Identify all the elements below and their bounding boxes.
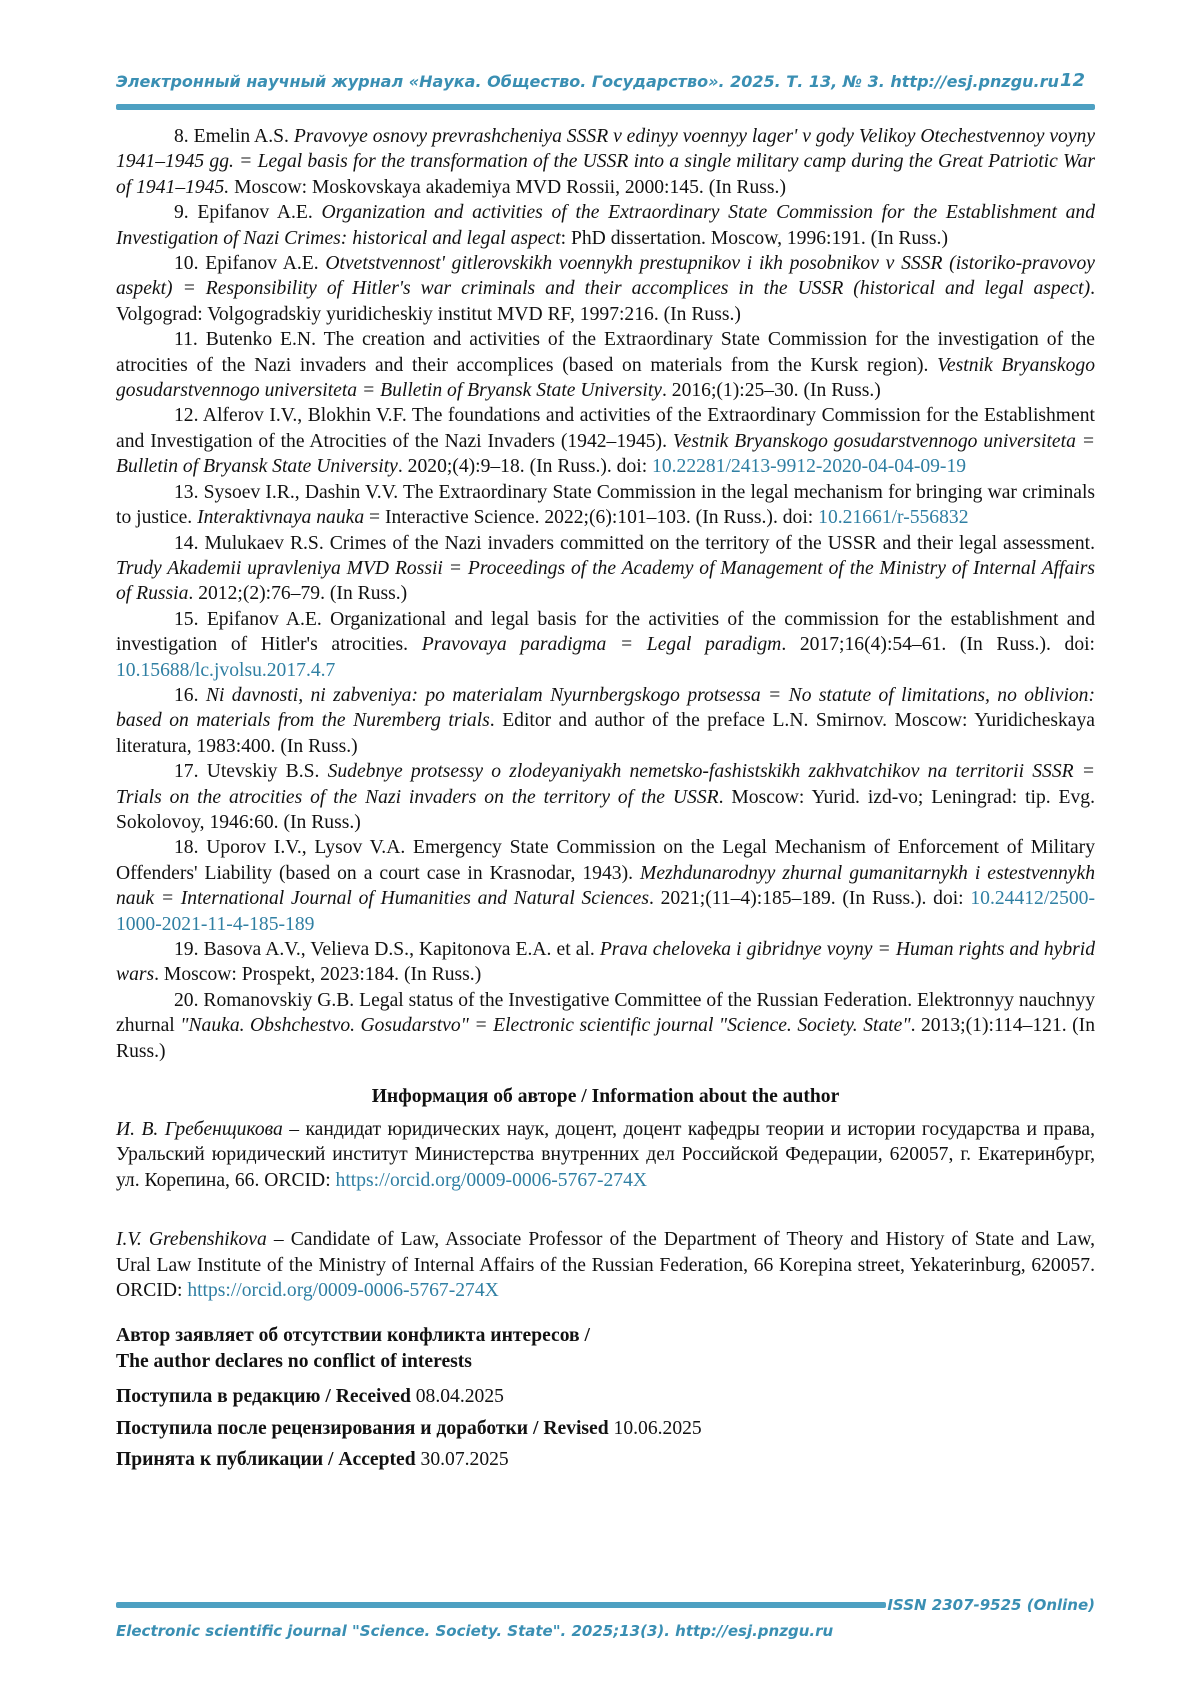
author-info-en <box>116 1227 1095 1303</box>
reference-title: Organization and activities of the Extraordinary State Commission for the Establishment and Investigation of Nazi Crimes: historical and legal aspect <box>116 202 1096 249</box>
reference-authors: Epifanov A.E. <box>197 202 322 224</box>
reference-authors: Butenko E.N. The creation and activities of the Extraordinary State Commission for the investigation of the atrocities of the Nazi invaders and their accomplices (based on materials from the Kursk region). <box>116 329 1095 376</box>
reference-item <box>116 988 1095 1064</box>
reference-number: 20. <box>174 989 204 1011</box>
reference-item <box>116 759 1095 835</box>
reference-number: 11. <box>174 329 206 351</box>
reference-authors: Mulukaev R.S. Crimes of the Nazi invaders committed on the territory of the USSR and their legal assessment. <box>204 532 1096 554</box>
reference-number: 10. <box>174 253 206 275</box>
reference-title: Sudebnye protsessy o zlodeyaniyakh nemetsko-fashistskikh zakhvatchikov na territorii SSSR = Trials on the atrocities of the Nazi invaders on the territory of the USSR <box>116 761 1096 808</box>
date-value: 30.07.2025 <box>415 1449 509 1471</box>
reference-number: 12. <box>174 405 203 427</box>
reference-item <box>116 480 1095 531</box>
date-value: 08.04.2025 <box>410 1386 504 1408</box>
doi-link[interactable]: 10.22281/2413-9912-2020-04-04-09-19 <box>652 456 967 478</box>
reference-details: . 2016;(1):25–30. (In Russ.) <box>661 380 881 402</box>
reference-number: 9. <box>174 202 198 224</box>
reference-title: Interaktivnaya nauka <box>197 507 365 529</box>
reference-details: = Interactive Science. 2022;(6):101–103. (In Russ.). doi: <box>364 507 819 529</box>
page-number: 12 <box>1059 70 1085 91</box>
reference-item <box>116 531 1095 607</box>
page-header <box>116 72 1095 98</box>
date-label: Поступила в редакцию / Received <box>116 1386 411 1408</box>
reference-number: 15. <box>174 608 207 630</box>
reference-authors: Romanovskiy G.B. Legal status of the Investigative Committee of the Russian Federation. Elektronnyy nauchnyy zhurnal <box>116 989 1096 1037</box>
reference-details: . Volgograd: Volgogradskiy yuridicheskiy institut MVD RF, 1997:216. (In Russ.) <box>116 278 1095 325</box>
reference-item <box>116 683 1095 759</box>
conflict-statement <box>116 1323 1095 1374</box>
date-revised <box>116 1416 1095 1441</box>
conflict-line-en: The author declares no conflict of interests <box>116 1350 472 1372</box>
reference-title: Mezhdunarodnyy zhurnal gumanitarnykh i estestvennykh nauk = International Journal of Humanities and Natural Sciences <box>116 862 1095 910</box>
reference-details: . Moscow: Prospekt, 2023:184. (In Russ.) <box>154 964 482 986</box>
reference-title: Trudy Akademii upravleniya MVD Rossii = Proceedings of the Academy of Management of the Ministry of Internal Affairs of Russia <box>116 557 1095 605</box>
reference-authors: Epifanov A.E. Organizational and legal basis for the activities of the commission for the establishment and investigation of Hitler's atrocities. <box>116 608 1096 656</box>
footer-rule <box>116 1602 886 1608</box>
date-value: 10.06.2025 <box>608 1417 702 1439</box>
reference-details: Moscow: Moskovskaya akademiya MVD Rossii, 2000:145. (In Russ.) <box>229 176 786 198</box>
reference-title: "Nauka. Obshchestvo. Gosudarstvo" = Electronic scientific journal "Science. Society. State" <box>180 1015 911 1037</box>
date-received <box>116 1384 1095 1409</box>
reference-details: . 2021;(11–4):185–189. (In Russ.). doi: <box>648 888 971 910</box>
reference-title: Pravovaya paradigma = Legal paradigm <box>421 634 782 656</box>
reference-item <box>116 607 1095 683</box>
reference-number: 8. <box>174 126 194 147</box>
doi-link[interactable]: 10.15688/lc.jvolsu.2017.4.7 <box>116 659 336 681</box>
reference-details: . 2020;(4):9–18. (In Russ.). doi: <box>397 456 653 478</box>
reference-title: Otvetstvennost' gitlerovskikh voennykh prestupnikov i ikh posobnikov v SSSR (istoriko-pravovoy aspekt) = Responsibility of Hitler's war criminals and their accomplices in the USSR (historical and legal aspect) <box>116 253 1096 300</box>
header-rule <box>116 104 1095 110</box>
reference-title: Ni davnosti, ni zabveniya: po materialam Nyurnbergskogo protsessa = No statute of limitations, no oblivion: based on materials from the Nuremberg trials <box>116 684 1096 732</box>
journal-header-text: Электронный научный журнал «Наука. Общество. Государство». 2025. Т. 13, № 3. http://esj.pnzgu.ru <box>116 72 1059 91</box>
reference-authors: Basova A.V., Velieva D.S., Kapitonova E.A. et al. <box>203 939 600 960</box>
reference-title: Prava cheloveka i gibridnye voyny = Human rights and hybrid wars <box>116 939 1096 986</box>
page-content <box>116 124 1095 1479</box>
author-name-en: I.V. Grebenshikova <box>116 1229 267 1251</box>
reference-item <box>116 251 1095 327</box>
reference-details: . 2017;16(4):54–61. (In Russ.). doi: <box>781 634 1095 656</box>
date-label: Поступила после рецензирования и доработки / Revised <box>116 1417 609 1439</box>
author-info-ru <box>116 1117 1095 1193</box>
date-label: Принята к публикации / Accepted <box>116 1449 416 1471</box>
reference-details: . 2013;(1):114–121. (In Russ.) <box>116 1015 1096 1062</box>
reference-item <box>116 835 1095 937</box>
reference-number: 13. <box>174 481 204 503</box>
reference-title: Pravovye osnovy prevrashcheniya SSSR v edinyy voennyy lager' v gody Velikoy Otechestvennoy voyny 1941–1945 gg. = Legal basis for the transformation of the USSR into a single military camp during the Great Patriotic War of 1941–1945. <box>116 126 1096 198</box>
conflict-line-ru: Автор заявляет об отсутствии конфликта интересов / <box>116 1325 590 1347</box>
reference-authors: Epifanov A.E. <box>205 253 326 275</box>
reference-authors: Uporov I.V., Lysov V.A. Emergency State Commission on the Legal Mechanism of Enforcement of Military Offenders' Liability (based on a court case in Krasnodar, 1943). <box>116 837 1095 884</box>
doi-link[interactable]: 10.24412/2500-1000-2021-11-4-185-189 <box>116 888 1096 935</box>
reference-details: : PhD dissertation. Moscow, 1996:191. (In Russ.) <box>560 227 948 249</box>
reference-item <box>116 327 1095 403</box>
issn-label: ISSN 2307-9525 (Online) <box>887 1596 1095 1614</box>
reference-details: . 2012;(2):76–79. (In Russ.) <box>188 583 408 605</box>
reference-authors: Utevskiy B.S. <box>206 761 328 783</box>
reference-number: 14. <box>174 532 205 554</box>
reference-item <box>116 403 1095 479</box>
reference-authors: Alferov I.V., Blokhin V.F. The foundations and activities of the Extraordinary Commission for the Establishment and Investigation of the Atrocities of the Nazi Invaders (1942–1945). <box>116 405 1095 452</box>
doi-link[interactable]: 10.21661/r-556832 <box>818 507 969 529</box>
reference-list <box>116 124 1095 1064</box>
reference-details: . Moscow: Yurid. izd-vo; Leningrad: tip. Evg. Sokolovoy, 1946:60. (In Russ.) <box>116 786 1096 833</box>
author-info-title: Информация об авторе / Information about the author <box>371 1086 840 1108</box>
reference-item <box>116 200 1095 251</box>
reference-authors: Emelin A.S. <box>193 126 294 147</box>
reference-item <box>116 124 1095 200</box>
reference-number: 19. <box>174 939 204 960</box>
reference-title: Vestnik Bryanskogo gosudarstvennogo universiteta = Bulletin of Bryansk State University <box>116 430 1095 478</box>
reference-authors: Sysoev I.R., Dashin V.V. The Extraordinary State Commission in the legal mechanism for bringing war criminals to justice. <box>116 481 1096 529</box>
reference-item <box>116 937 1095 988</box>
author-bio-en: – Candidate of Law, Associate Professor of the Department of Theory and History of State and Law, Ural Law Institute of the Ministry of Internal Affairs of the Russian Federation, 66 Korepina street, Yekaterinburg, 620057. ORCID: <box>116 1229 1095 1302</box>
reference-number: 18. <box>174 837 207 859</box>
journal-footer-text: Electronic scientific journal "Science. Society. State". 2025;13(3). http://esj.pnzgu.ru <box>116 1622 834 1640</box>
author-name-ru: И. В. Гребенщикова <box>116 1119 283 1141</box>
author-bio-ru: – кандидат юридических наук, доцент, доцент кафедры теории и истории государства и права, Уральский юридический институт Министерства внутренних дел Российской Федерации, 620057, г. Екатеринбург, ул. Корепина, 66. ORCID: <box>116 1119 1095 1191</box>
reference-number: 17. <box>174 761 207 783</box>
orcid-link-en[interactable]: https://orcid.org/0009-0006-5767-274X <box>187 1280 499 1302</box>
publication-dates <box>116 1384 1095 1472</box>
reference-title: Vestnik Bryanskogo gosudarstvennogo universiteta = Bulletin of Bryansk State University <box>116 354 1095 402</box>
reference-details: . Editor and author of the preface L.N. Smirnov. Moscow: Yuridicheskaya literatura, 1983:400. (In Russ.) <box>116 710 1095 757</box>
date-accepted <box>116 1447 1095 1472</box>
orcid-link-ru[interactable]: https://orcid.org/0009-0006-5767-274X <box>335 1169 648 1191</box>
reference-number: 16. <box>174 684 206 706</box>
